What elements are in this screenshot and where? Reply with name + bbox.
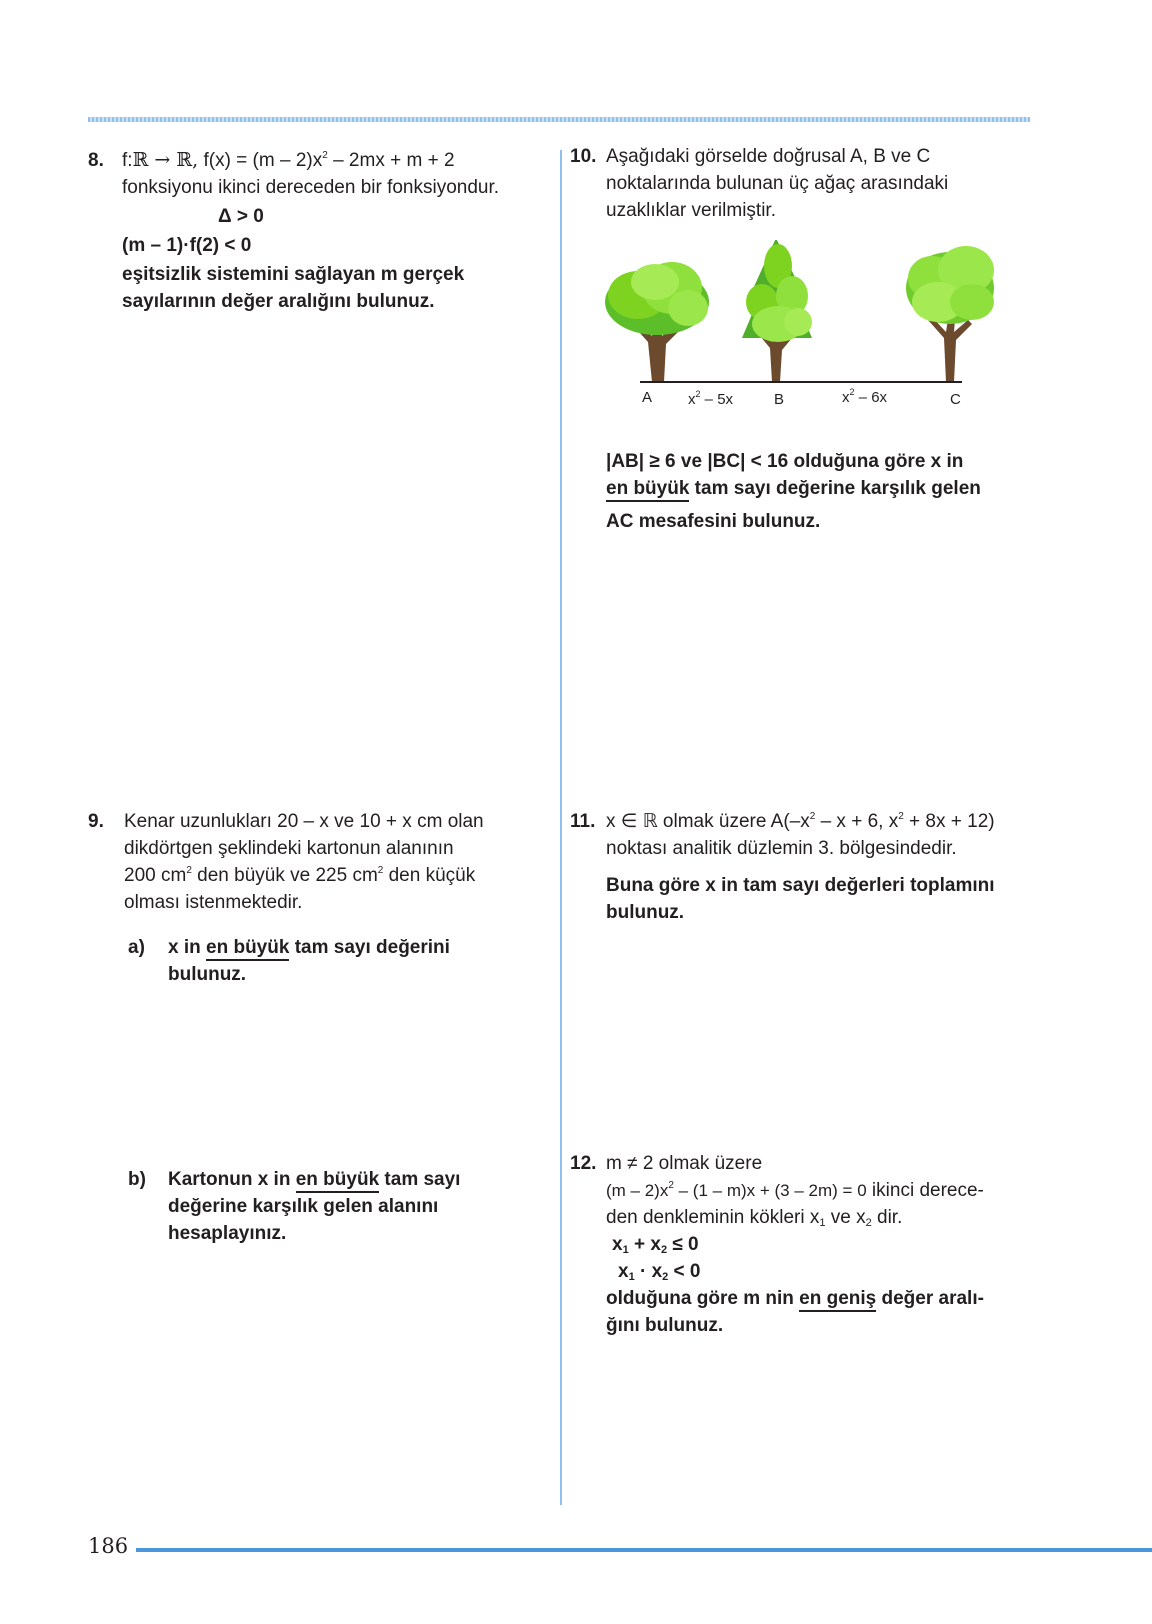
- question-number: 9.: [88, 811, 104, 832]
- condition-product: (m – 1)·f(2) < 0: [122, 235, 252, 256]
- point-label-a: A: [642, 389, 653, 406]
- condition-product: $x_1 \cdot x_2 < 0$: [618, 1261, 701, 1283]
- statement-line-3: 200 $cm^2$ den büyük ve 225 $cm^2$ den küçük: [124, 865, 476, 886]
- roots-line: den denkleminin kökleri $x_1$ ve $x_2$ dir.: [606, 1207, 903, 1229]
- statement-line-2: dikdörtgen şeklindeki kartonun alanının: [124, 838, 454, 859]
- subquestion-label: a): [128, 937, 145, 958]
- question-prompt-line-2: sayılarının değer aralığını bulunuz.: [122, 291, 435, 312]
- statement-line-2: noktalarında bulunan üç ağaç arasındaki: [606, 173, 949, 194]
- subquestion-text: x in en büyük tam sayı değerini bulunuz.: [168, 937, 450, 985]
- tree-icon-c: [906, 246, 994, 382]
- question-10-prompt: [606, 448, 1026, 535]
- statement-text: fonksiyonu ikinci dereceden bir fonksiyondur.: [122, 177, 500, 198]
- question-number: 8.: [88, 150, 104, 171]
- top-rule: [88, 117, 1030, 122]
- distance-bc-label: $x^2 - 6x$: [842, 387, 888, 406]
- statement-line-4: olması istenmektedir.: [124, 892, 303, 913]
- tree-icon-a: [605, 262, 709, 382]
- condition-sum: $x_1 + x_2 \le 0$: [612, 1234, 699, 1256]
- statement-line-1: Kenar uzunlukları 20 – x ve 10 + x cm olan: [124, 811, 484, 832]
- prompt-line-2: en büyük tam sayı değerine karşılık gelen: [606, 475, 1026, 502]
- statement-line-1: x ∈ ℝ olmak üzere $A(-x^2 - x + 6$, $x^2 + 8x + 12$): [606, 811, 995, 832]
- prompt-line-1: olduğuna göre m nin en geniş değer aralı-: [606, 1285, 1030, 1312]
- prompt-line-3: AC mesafesini bulunuz.: [606, 511, 821, 532]
- prompt-line-1: Buna göre x in tam sayı değerleri toplamını: [606, 875, 995, 896]
- tree-icon-b: [742, 240, 812, 382]
- question-number: 11.: [570, 811, 596, 832]
- prompt-line-2: ğını bulunuz.: [606, 1315, 724, 1336]
- equation-line: $(m - 2)x^2 - (1 - m)x + (3 - 2m) = 0$ ikinci derece-: [606, 1180, 984, 1201]
- condition-delta: Δ > 0: [218, 206, 264, 227]
- prompt-line-2: bulunuz.: [606, 902, 685, 923]
- function-definition: f:ℝ → ℝ, $f(x) = (m - 2)x^2 - 2mx + m + 2$: [122, 149, 455, 171]
- subquestion-label: b): [128, 1169, 146, 1190]
- question-number: 10.: [570, 146, 597, 167]
- three-trees-figure: [600, 240, 1020, 420]
- point-label-c: C: [950, 391, 961, 408]
- condition-m: m ≠ 2 olmak üzere: [606, 1153, 763, 1174]
- question-prompt-line-1: eşitsizlik sistemini sağlayan m gerçek: [122, 264, 465, 285]
- question-number: 12.: [570, 1153, 597, 1174]
- bottom-rule: [136, 1548, 1152, 1552]
- distance-ab-label: $x^2 - 5x$: [688, 389, 734, 408]
- point-label-b: B: [774, 391, 785, 408]
- column-divider: [560, 150, 562, 1505]
- statement-line-3: uzaklıklar verilmiştir.: [606, 200, 776, 221]
- page-number: 186: [88, 1534, 129, 1558]
- prompt-line-1: |AB| ≥ 6 ve |BC| < 16 olduğuna göre x in: [606, 451, 964, 472]
- subquestion-text: Kartonun x in en büyük tam sayı değerine karşılık gelen alanını hesaplayınız.: [168, 1169, 461, 1244]
- statement-line-1: Aşağıdaki görselde doğrusal A, B ve C: [606, 146, 931, 167]
- statement-line-2: noktası analitik düzlemin 3. bölgesindedir.: [606, 838, 957, 859]
